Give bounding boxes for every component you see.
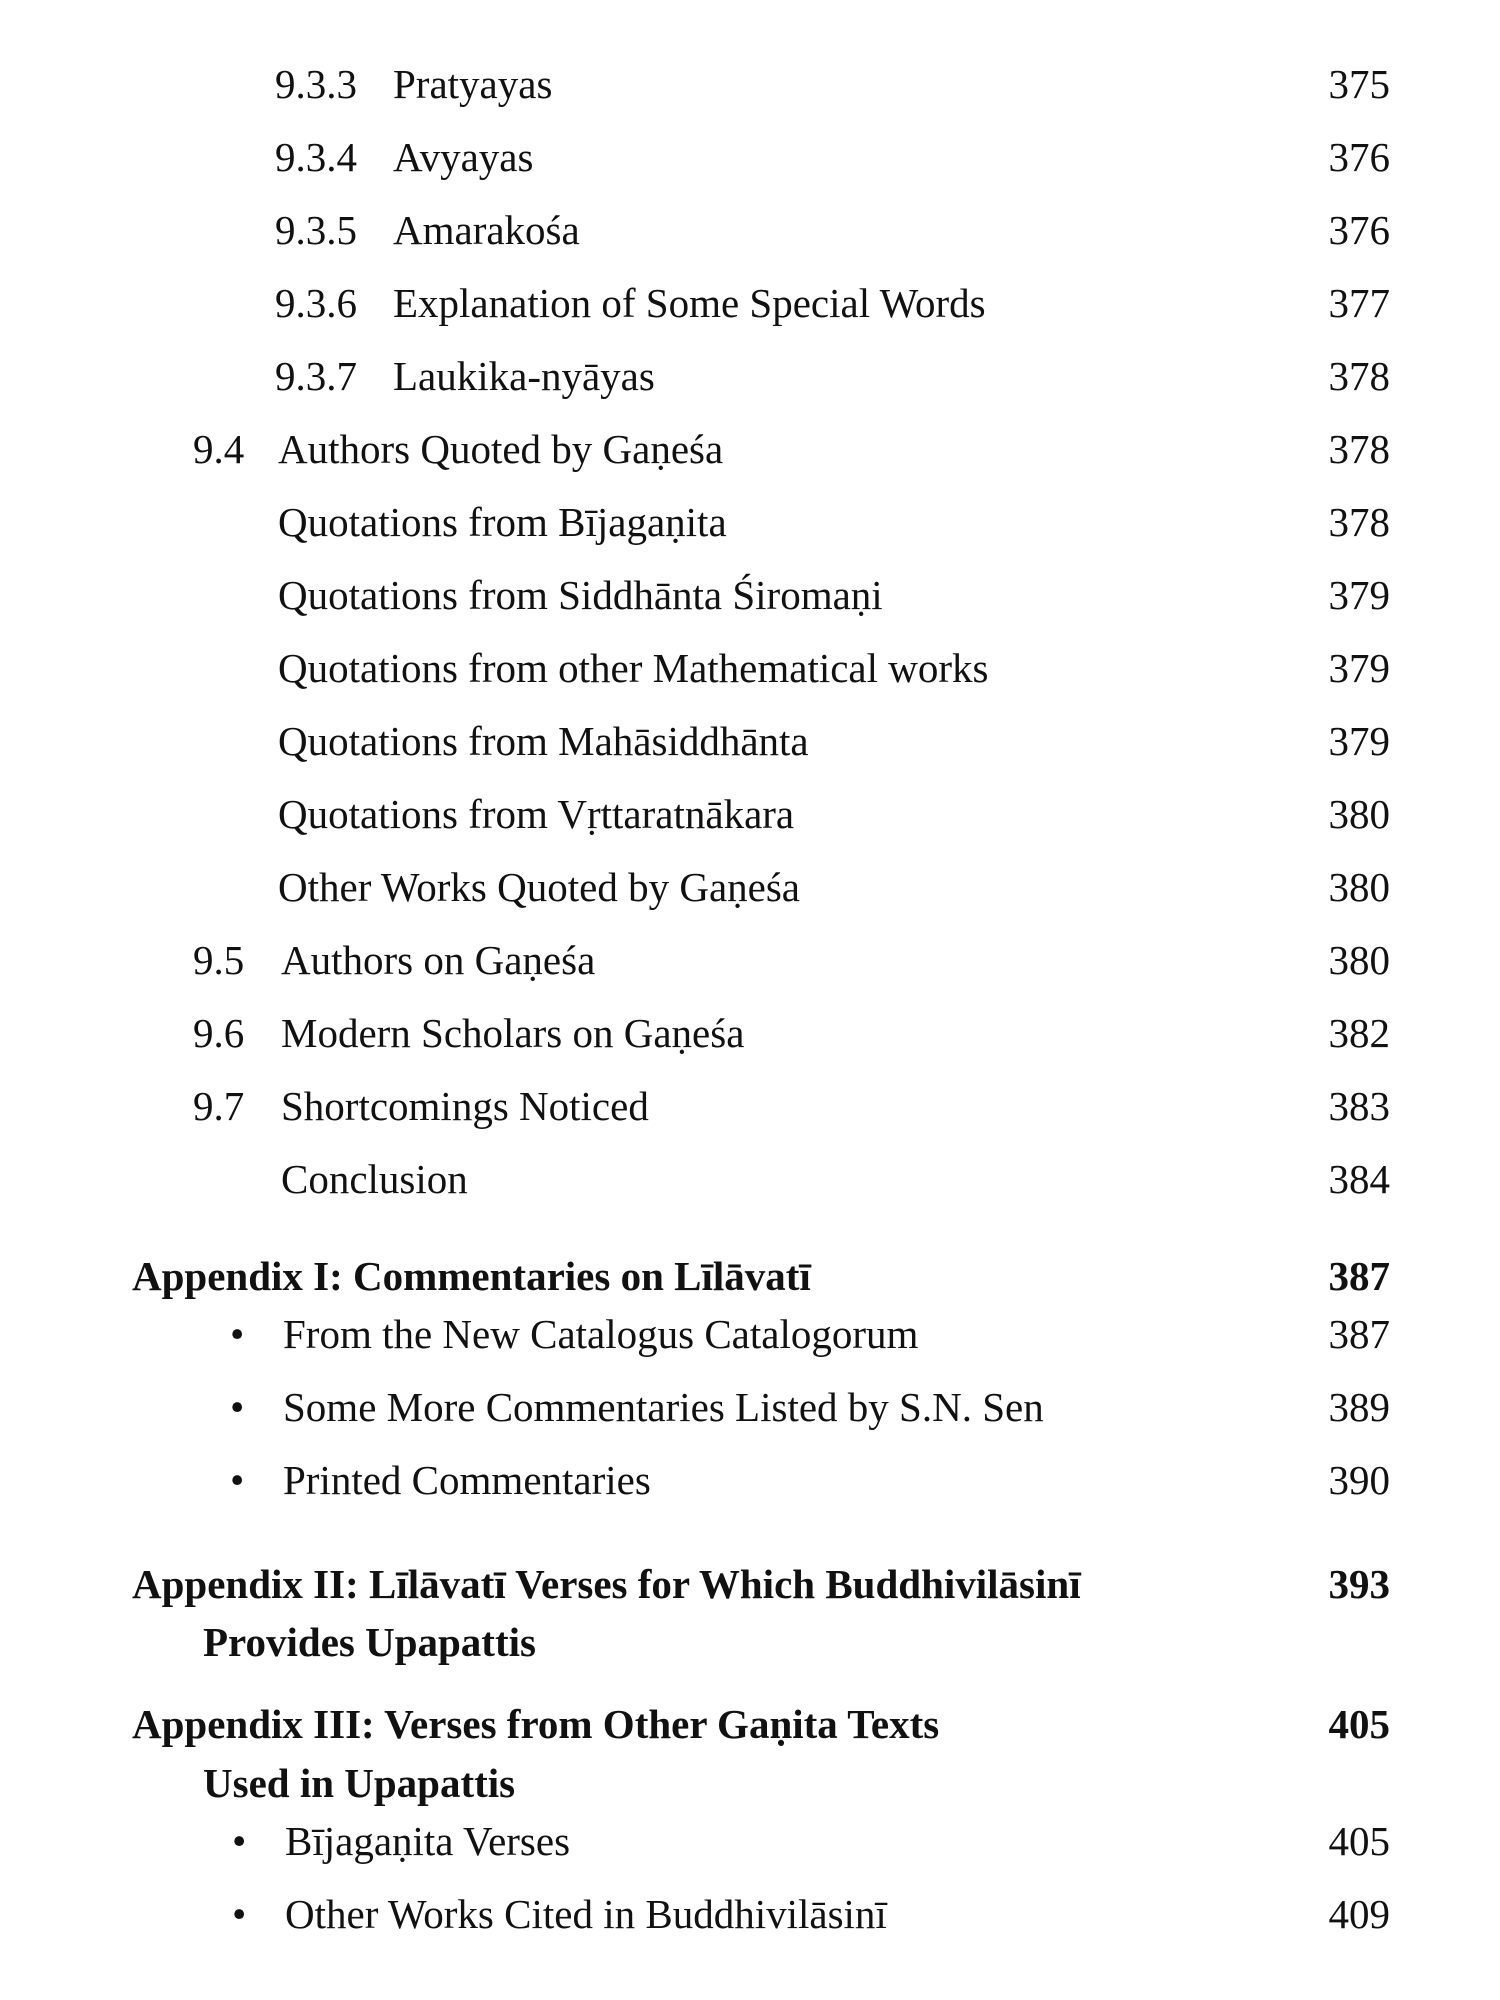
- section-title: Shortcomings Noticed: [281, 1083, 649, 1129]
- section-number: 9.7: [193, 1083, 245, 1129]
- section-title: Modern Scholars on Gaṇeśa: [281, 1010, 745, 1056]
- section-title: Quotations from Siddhānta Śiromaṇi: [278, 572, 883, 618]
- page-number: 378: [1328, 499, 1390, 545]
- section-title: Conclusion: [281, 1156, 468, 1202]
- section-number: 9.3.3: [275, 61, 357, 107]
- section-title: Avyayas: [393, 134, 534, 180]
- appendix-item: Printed Commentaries: [283, 1457, 651, 1503]
- page-number: 380: [1328, 791, 1390, 837]
- appendix-3-title-continued: Used in Upapattis: [203, 1760, 516, 1806]
- page-number: 380: [1328, 864, 1390, 910]
- page-number: 379: [1328, 718, 1390, 764]
- page-number: 376: [1328, 207, 1390, 253]
- page-number: 377: [1328, 280, 1390, 326]
- page-number: 389: [1328, 1384, 1390, 1430]
- page-number: 378: [1328, 426, 1390, 472]
- appendix-item: From the New Catalogus Catalogorum: [283, 1311, 919, 1357]
- section-number: 9.4: [193, 426, 245, 472]
- section-title: Quotations from Mahāsiddhānta: [278, 718, 809, 764]
- toc-entry: [278, 790, 794, 838]
- section-title: Quotations from Vṛttaratnākara: [278, 791, 795, 837]
- section-title: Other Works Quoted by Gaṇeśa: [278, 864, 800, 910]
- page-number: 383: [1328, 1083, 1390, 1129]
- toc-entry: [278, 717, 809, 765]
- appendix-2-title: Appendix II: Līlāvatī Verses for Which Buddhivilāsinī: [132, 1561, 1081, 1607]
- section-title: Authors Quoted by Gaṇeśa: [278, 426, 724, 472]
- section-number: 9.3.7: [275, 353, 357, 399]
- appendix-item: Some More Commentaries Listed by S.N. Sen: [283, 1384, 1044, 1430]
- bullet-icon: •: [232, 1818, 247, 1864]
- bullet-icon: •: [230, 1311, 245, 1357]
- toc-entry: [278, 498, 727, 546]
- section-number: 9.5: [193, 937, 245, 983]
- section-title: Pratyayas: [393, 61, 553, 107]
- section-title: Explanation of Some Special Words: [393, 280, 986, 326]
- section-number: 9.3.5: [275, 207, 357, 253]
- page-number: 405: [1328, 1818, 1390, 1864]
- toc-entry: [278, 571, 883, 619]
- appendix-item: Bījagaṇita Verses: [285, 1818, 571, 1864]
- page-number: 378: [1328, 353, 1390, 399]
- appendix-item: Other Works Cited in Buddhivilāsinī: [285, 1891, 887, 1937]
- bullet-icon: •: [230, 1457, 245, 1503]
- section-title: Quotations from other Mathematical works: [278, 645, 989, 691]
- page-number: 379: [1328, 572, 1390, 618]
- page-number: 375: [1328, 61, 1390, 107]
- section-number: 9.6: [193, 1010, 245, 1056]
- section-title: Authors on Gaṇeśa: [281, 937, 596, 983]
- toc-entry: [278, 644, 989, 692]
- section-title: Laukika-nyāyas: [393, 353, 655, 399]
- page-number: 380: [1328, 937, 1390, 983]
- page-number: 390: [1328, 1457, 1390, 1503]
- page-number: 393: [1328, 1561, 1390, 1607]
- page-number: 405: [1328, 1701, 1390, 1747]
- section-title: Quotations from Bījagaṇita: [278, 499, 727, 545]
- page-number: 387: [1328, 1311, 1390, 1357]
- appendix-3-title: Appendix III: Verses from Other Gaṇita Texts: [132, 1701, 940, 1747]
- bullet-icon: •: [232, 1891, 247, 1937]
- appendix-2-title-continued: Provides Upapattis: [203, 1619, 536, 1665]
- page-number: 384: [1328, 1156, 1390, 1202]
- appendix-1-title: Appendix I: Commentaries on Līlāvatī: [132, 1253, 811, 1299]
- toc-entry: [281, 1155, 468, 1203]
- page-number: 387: [1328, 1253, 1390, 1299]
- section-number: 9.3.6: [275, 280, 357, 326]
- bullet-icon: •: [230, 1384, 245, 1430]
- page-number: 376: [1328, 134, 1390, 180]
- section-title: Amarakośa: [393, 207, 580, 253]
- page-number: 382: [1328, 1010, 1390, 1056]
- toc-entry: [278, 863, 800, 911]
- page-number: 379: [1328, 645, 1390, 691]
- section-number: 9.3.4: [275, 134, 357, 180]
- page-number: 409: [1328, 1891, 1390, 1937]
